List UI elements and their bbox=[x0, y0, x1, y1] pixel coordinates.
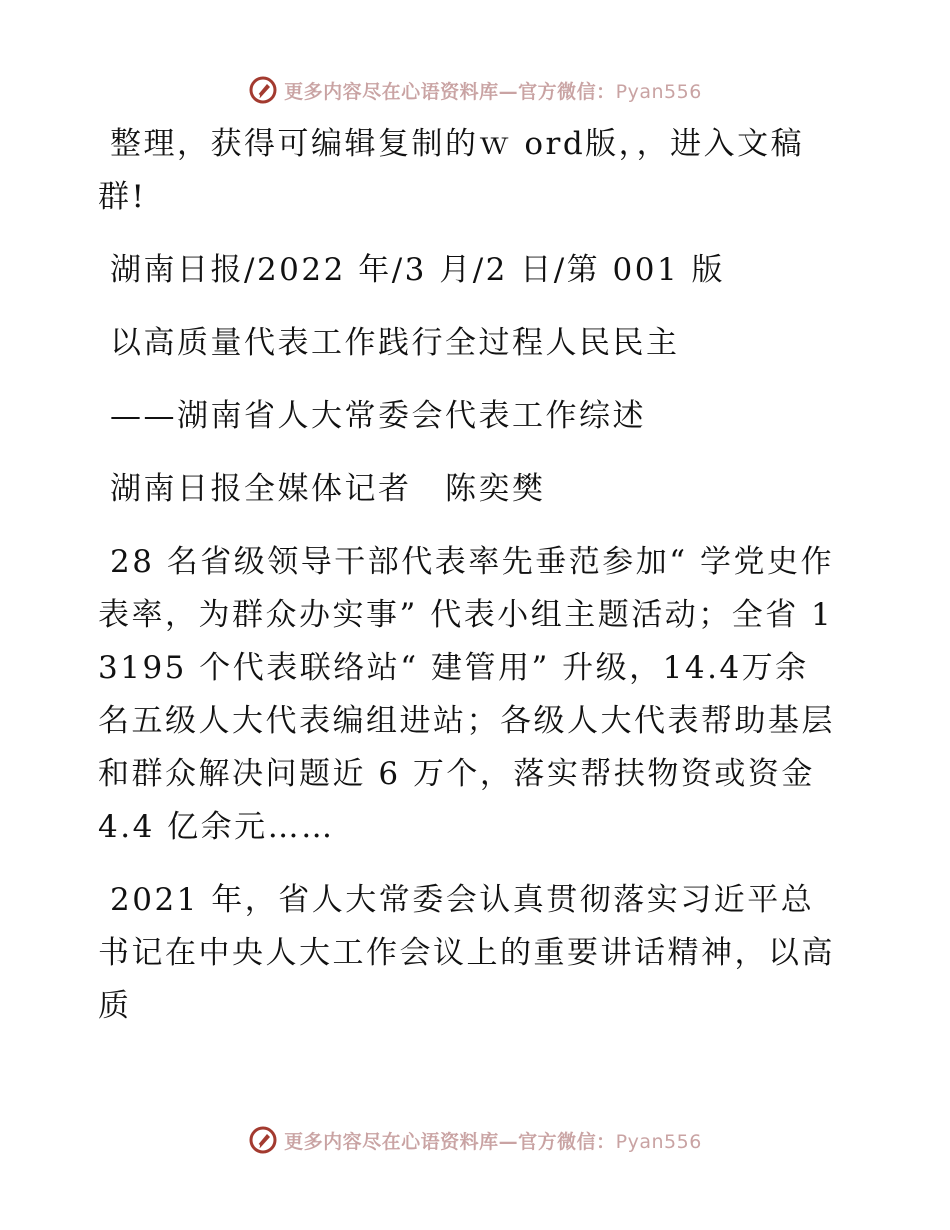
ink-pen-logo-icon bbox=[248, 1125, 278, 1155]
body-paragraph-2: 2021 年，省人大常委会认真贯彻落实习近平总书记在中央人大工作会议上的重要讲话精神，以高质 bbox=[98, 882, 835, 1024]
intro-line: 整理，获得可编辑复制的ｗ ord版，，进入文稿群! bbox=[98, 126, 805, 215]
document-body bbox=[98, 118, 838, 1053]
footer-banner bbox=[0, 1120, 950, 1160]
ink-pen-logo-icon bbox=[248, 75, 278, 105]
article-title: 以高质量代表工作践行全过程人民民主 bbox=[110, 325, 680, 361]
body-paragraph-1: 28 名省级领导干部代表率先垂范参加“ 学党史作表率，为群众办实事” 代表小组主题活动；全省 13195 个代表联络站“ 建管用” 升级，14.4万余名五级人大代表编组进站；各级人大代表帮助基层和群众解决问题近 6 万个，落实帮扶物资或资金 4.4 亿余元…… bbox=[98, 544, 835, 845]
footer-banner-text: 更多内容尽在心语资料库—官方微信：Pyan556 bbox=[284, 1130, 702, 1153]
header-banner-text: 更多内容尽在心语资料库—官方微信：Pyan556 bbox=[284, 80, 702, 103]
header-banner bbox=[0, 70, 950, 110]
article-subtitle: ——湖南省人大常委会代表工作综述 bbox=[110, 398, 646, 434]
byline: 湖南日报全媒体记者 陈奕樊 bbox=[110, 471, 546, 507]
source-line: 湖南日报/2022 年/3 月/2 日/第 001 版 bbox=[110, 252, 726, 288]
wechat-id: Pyan556 bbox=[615, 1130, 702, 1153]
wechat-id: Pyan556 bbox=[615, 80, 702, 103]
